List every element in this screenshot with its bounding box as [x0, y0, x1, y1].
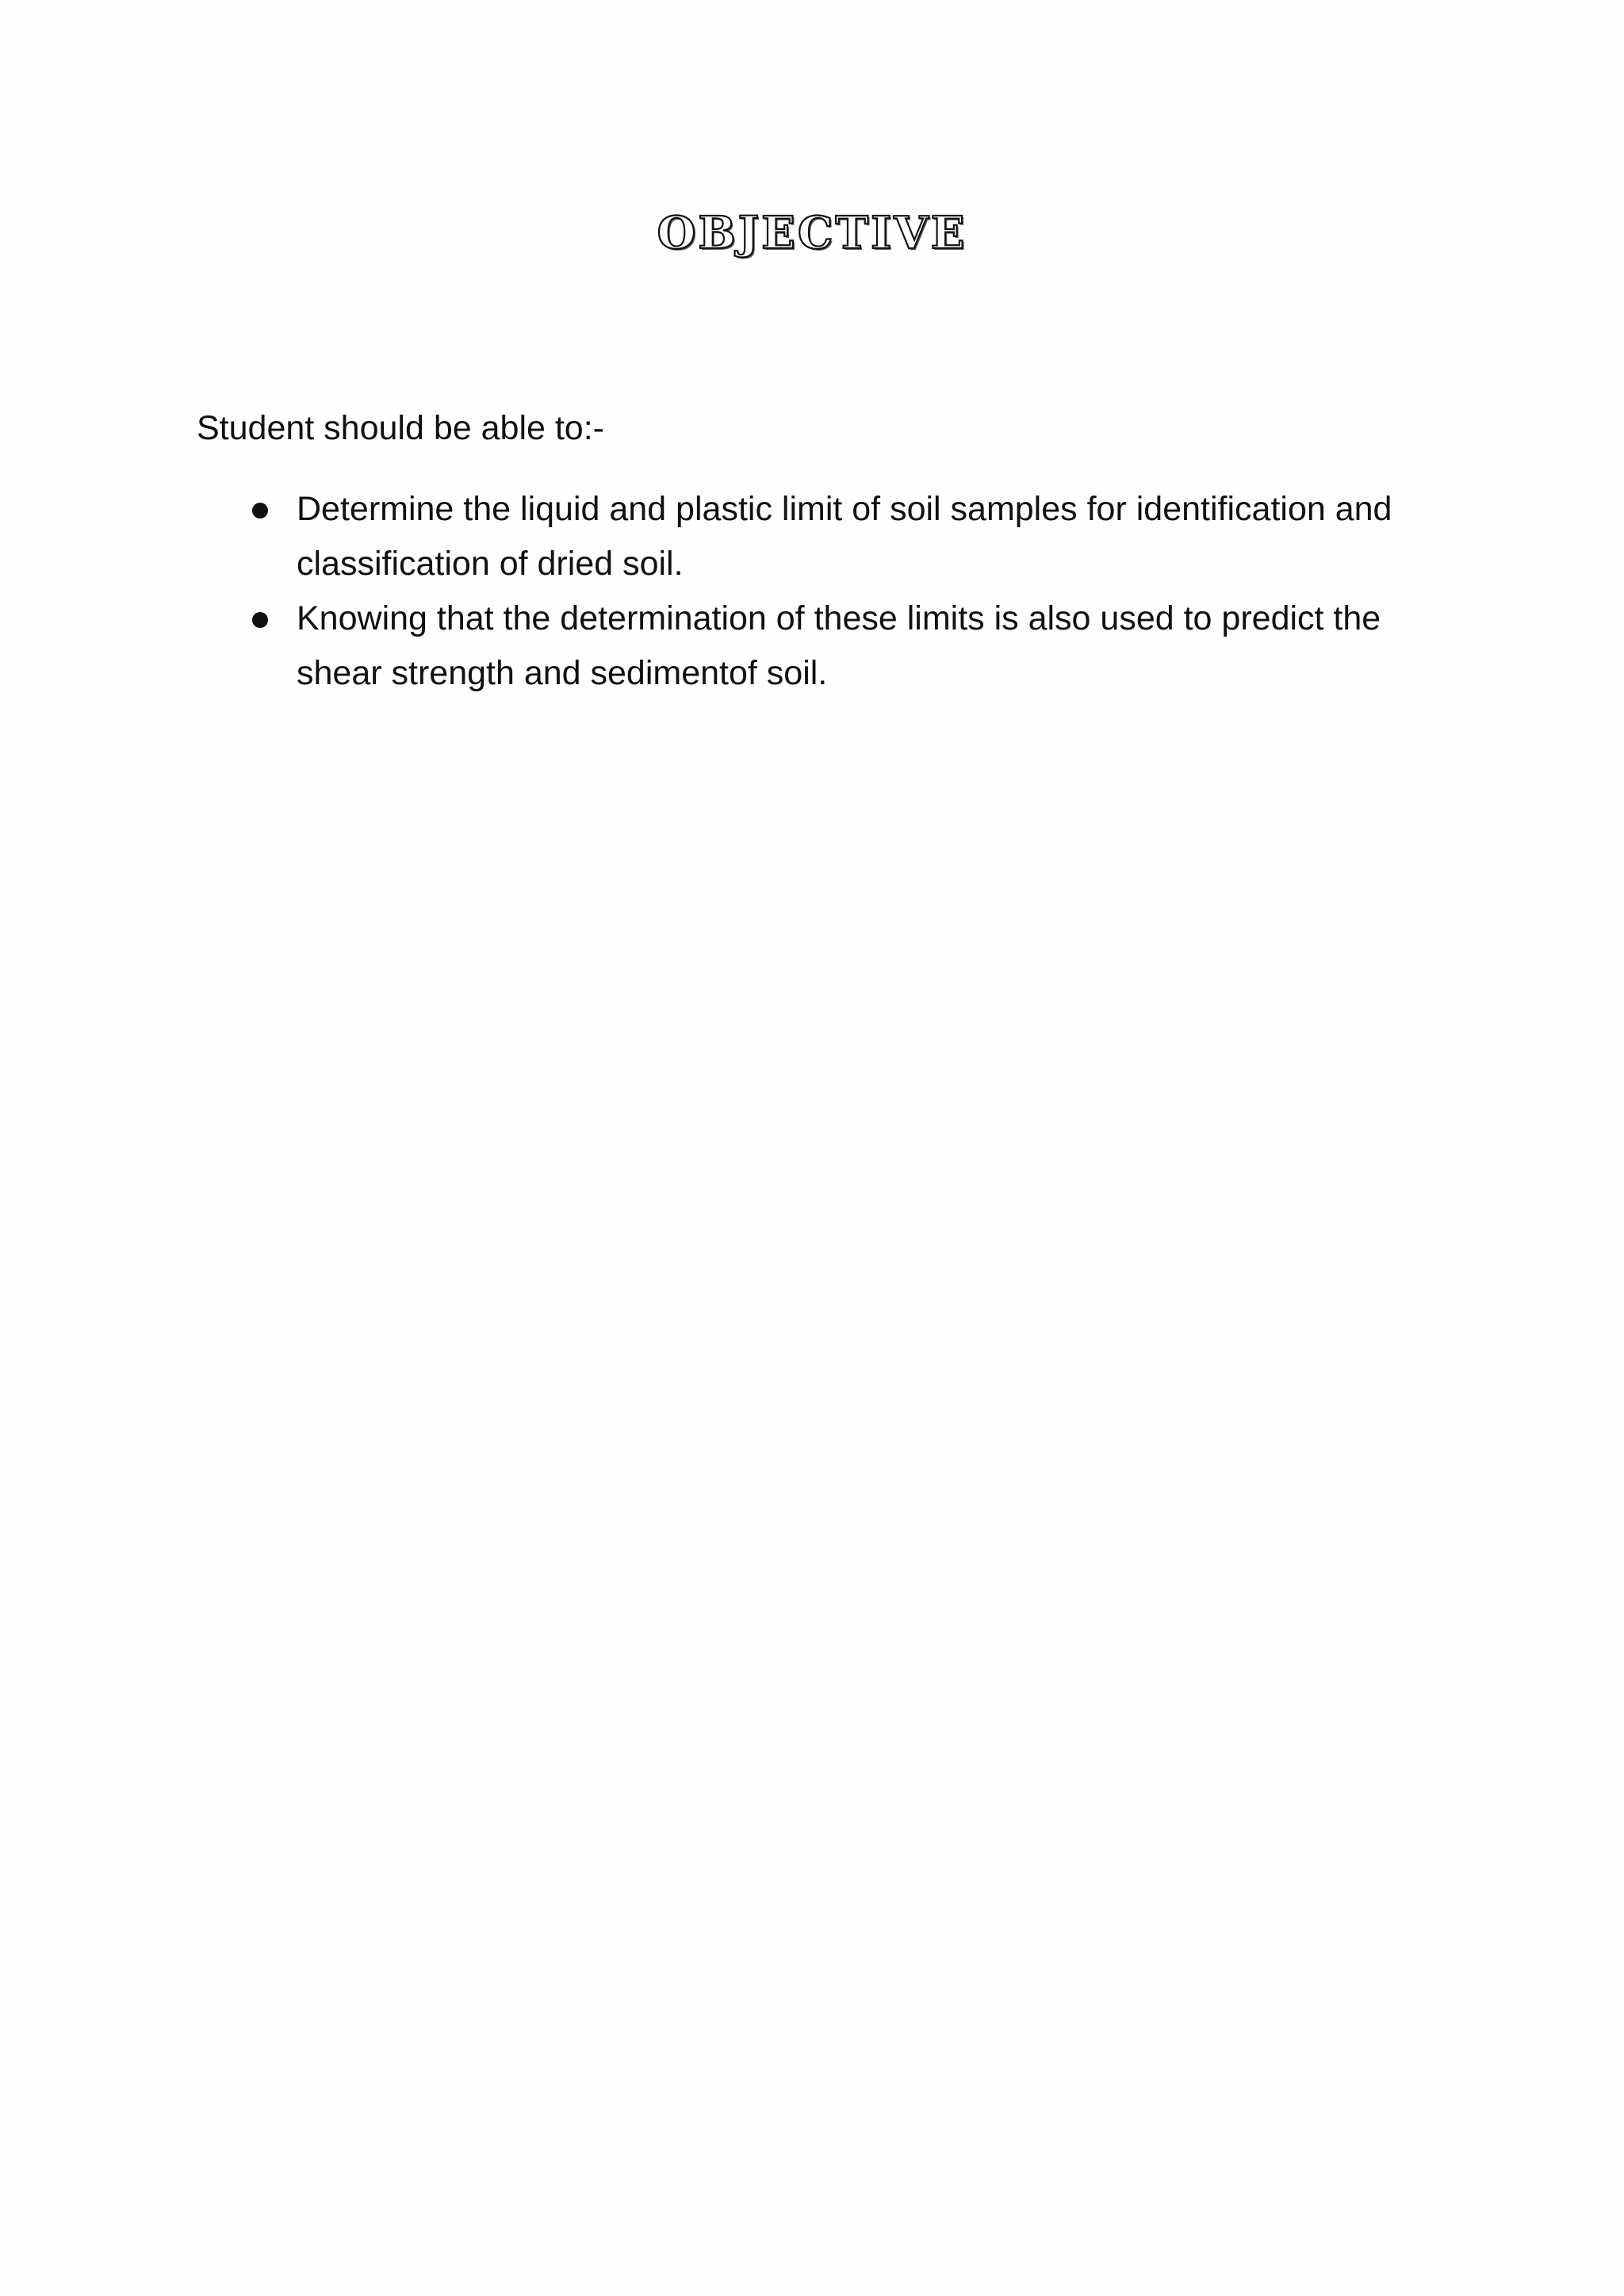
page-title: OBJECTIVE: [657, 207, 967, 259]
objective-item: [0, 482, 1407, 591]
objective-item: [0, 591, 1407, 701]
bullet-icon: [252, 612, 268, 628]
objective-text: Knowing that the determination of these limits is also used to predict the shear strength and sedimentof soil.: [297, 599, 1381, 692]
bullet-icon: [252, 503, 268, 519]
objective-text: Determine the liquid and plastic limit of soil samples for identification and classification of dried soil.: [297, 490, 1392, 583]
objective-list: [0, 482, 1624, 701]
intro-text: Student should be able to:-: [197, 409, 604, 447]
